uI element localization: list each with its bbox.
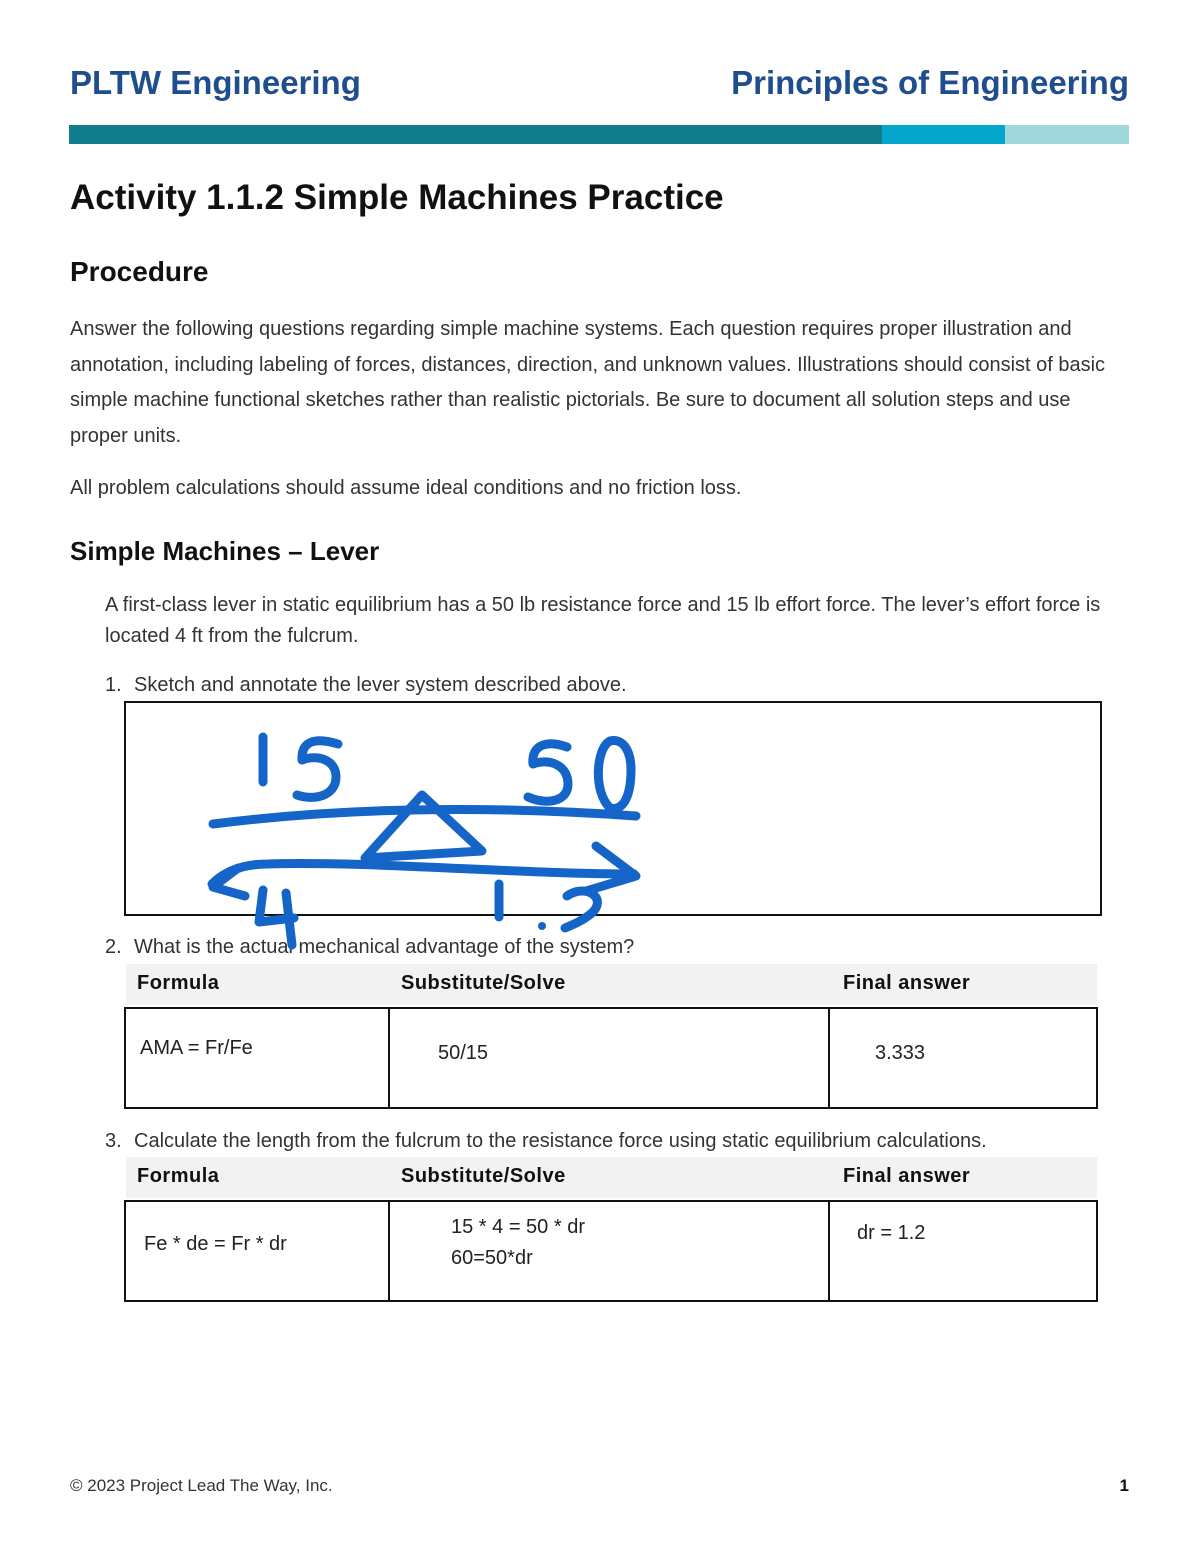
q3-solve-cell[interactable] bbox=[390, 1202, 830, 1300]
header-rule bbox=[69, 125, 1129, 144]
q3-final-cell[interactable] bbox=[830, 1202, 1096, 1300]
question-1-text: Sketch and annotate the lever system described above. bbox=[134, 674, 627, 696]
q3-answer-row bbox=[124, 1200, 1098, 1302]
sketch-answer-box[interactable] bbox=[124, 701, 1102, 916]
q3-header-final: Final answer bbox=[843, 1165, 971, 1187]
procedure-note: All problem calculations should assume ideal conditions and no friction loss. bbox=[70, 477, 742, 499]
q3-header-formula: Formula bbox=[137, 1165, 220, 1187]
section-heading: Simple Machines – Lever bbox=[70, 536, 380, 566]
procedure-heading: Procedure bbox=[70, 256, 209, 287]
question-1-number: 1. bbox=[105, 674, 122, 696]
footer-copyright: © 2023 Project Lead The Way, Inc. bbox=[70, 1476, 333, 1495]
q2-header-formula: Formula bbox=[137, 972, 220, 994]
question-1 bbox=[105, 674, 627, 697]
header-rule-segment-2 bbox=[882, 125, 1005, 144]
question-3 bbox=[105, 1130, 987, 1153]
q2-final-cell[interactable] bbox=[830, 1009, 1096, 1107]
header-right-title: Principles of Engineering bbox=[731, 64, 1129, 101]
question-3-text: Calculate the length from the fulcrum to the resistance force using static equilibrium calculations. bbox=[134, 1130, 987, 1152]
question-2 bbox=[105, 936, 634, 959]
question-2-text: What is the actual mechanical advantage of the system? bbox=[134, 936, 635, 958]
q2-final-text: 3.333 bbox=[875, 1042, 926, 1064]
q3-solve-line-2: 60=50*dr bbox=[451, 1247, 533, 1269]
q3-table-header bbox=[126, 1157, 1097, 1198]
q3-formula-cell[interactable] bbox=[126, 1202, 390, 1300]
q2-solve-text: 50/15 bbox=[438, 1042, 489, 1064]
q2-answer-row bbox=[124, 1007, 1098, 1109]
page-title: Activity 1.1.2 Simple Machines Practice bbox=[70, 178, 724, 217]
q2-solve-cell[interactable] bbox=[390, 1009, 830, 1107]
page-number: 1 bbox=[1119, 1476, 1129, 1495]
q2-header-solve: Substitute/Solve bbox=[401, 972, 566, 994]
question-3-number: 3. bbox=[105, 1130, 122, 1152]
procedure-paragraph: Answer the following questions regarding simple machine systems. Each question requires proper illustration and annotation, including labeling of forces, distances, direction, and unknown values. Illustrations should consist of basic simple machine functional sketches rather than realistic pictorials. Be sure to document all solution steps and use proper units. bbox=[70, 318, 1106, 447]
q2-header-final: Final answer bbox=[843, 972, 971, 994]
q2-table-header bbox=[126, 964, 1097, 1005]
q2-formula-text: AMA = Fr/Fe bbox=[140, 1037, 253, 1059]
q3-formula-text: Fe * de = Fr * dr bbox=[144, 1233, 287, 1255]
problem-statement: A first-class lever in static equilibrium has a 50 lb resistance force and 15 lb effort force. The lever’s effort force is located 4 ft from the fulcrum. bbox=[105, 594, 1101, 647]
ink-decimal-point bbox=[538, 922, 546, 930]
q3-final-text: dr = 1.2 bbox=[857, 1222, 926, 1244]
q3-header-solve: Substitute/Solve bbox=[401, 1165, 566, 1187]
question-2-number: 2. bbox=[105, 936, 122, 958]
q3-solve-line-1: 15 * 4 = 50 * dr bbox=[451, 1216, 585, 1238]
header-rule-segment-1 bbox=[69, 125, 882, 144]
q2-formula-cell[interactable] bbox=[126, 1009, 390, 1107]
header-rule-segment-3 bbox=[1005, 125, 1129, 144]
header-left-title: PLTW Engineering bbox=[70, 64, 361, 101]
